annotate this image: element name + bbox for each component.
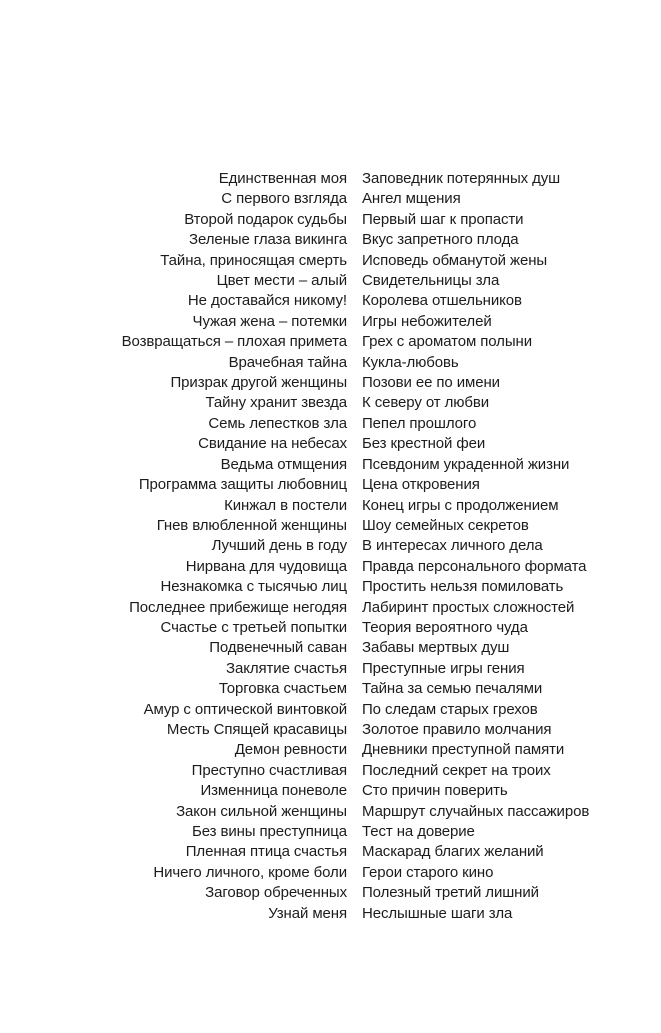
title-row [0, 455, 661, 475]
title-row [0, 638, 661, 658]
title-row [0, 740, 661, 760]
title-row [0, 373, 661, 393]
right-column-title: Сто причин поверить [362, 782, 508, 800]
title-row [0, 475, 661, 495]
left-column-title: Ничего личного, кроме боли [153, 863, 347, 881]
title-row [0, 781, 661, 801]
left-column-title: Заговор обреченных [205, 884, 347, 902]
title-row [0, 353, 661, 373]
title-row [0, 251, 661, 271]
left-column-title: Зеленые глаза викинга [189, 231, 347, 249]
title-row [0, 496, 661, 516]
left-column-title: Ведьма отмщения [220, 455, 347, 473]
right-column-title: Герои старого кино [362, 863, 494, 881]
title-row [0, 332, 661, 352]
left-column-title: Гнев влюбленной женщины [156, 516, 347, 534]
title-row [0, 761, 661, 781]
left-column-title: Узнай меня [268, 904, 347, 922]
right-column-title: Простить нельзя помиловать [362, 578, 564, 596]
title-row [0, 536, 661, 556]
right-column-title: Игры небожителей [362, 312, 492, 330]
right-column-title: Забавы мертвых душ [362, 639, 510, 657]
left-column-title: Амур с оптической винтовкой [143, 700, 347, 718]
right-column-title: Тайна за семью печалями [362, 680, 543, 698]
title-row [0, 434, 661, 454]
right-column-title: Тест на доверие [362, 823, 475, 840]
left-column-title: Нирвана для чудовища [185, 557, 347, 575]
title-row [0, 598, 661, 618]
right-column-title: В интересах личного дела [362, 537, 543, 555]
left-column-title: Призрак другой женщины [170, 374, 347, 392]
right-column-title: Позови ее по имени [362, 374, 500, 392]
left-column-title: Возвращаться – плохая примета [121, 333, 347, 351]
left-column-title: Врачебная тайна [228, 353, 347, 371]
title-row [0, 618, 661, 638]
left-column-title: Цвет мести – алый [216, 272, 347, 290]
right-column-title: Преступные игры гения [362, 659, 525, 677]
right-column-title: Неслышные шаги зла [362, 904, 513, 922]
right-column-title: Первый шаг к пропасти [362, 210, 524, 228]
right-column-title: Ангел мщения [362, 190, 461, 208]
right-column-title: Исповедь обманутой жены [362, 251, 548, 269]
title-row [0, 700, 661, 720]
left-column-title: Кинжал в постели [224, 496, 347, 514]
right-column-title: Лабиринт простых сложностей [362, 598, 575, 616]
left-column-title: Последнее прибежище негодяя [129, 598, 347, 616]
left-column-title: Тайна, приносящая смерть [160, 251, 347, 269]
right-column-title: Заповедник потерянных душ [362, 170, 561, 187]
title-row [0, 291, 661, 311]
right-column-title: Королева отшельников [362, 292, 522, 310]
right-column-title: Маршрут случайных пассажиров [362, 802, 590, 820]
right-column-title: Вкус запретного плода [362, 231, 519, 249]
title-row [0, 393, 661, 413]
left-column-title: Счастье с третьей попытки [160, 618, 347, 636]
right-column-title: Дневники преступной памяти [362, 741, 565, 759]
right-column-title: Шоу семейных секретов [362, 516, 529, 534]
title-row [0, 169, 661, 189]
right-column-title: Без крестной феи [362, 435, 486, 453]
left-column-title: Демон ревности [234, 741, 347, 759]
right-column-title: По следам старых грехов [362, 700, 538, 718]
title-row [0, 659, 661, 679]
left-column-title: Пленная птица счастья [185, 843, 347, 861]
right-column-title: Кукла-любовь [362, 353, 459, 371]
left-column-title: Без вины преступница [191, 823, 347, 840]
right-column-title: Конец игры с продолжением [362, 496, 559, 514]
title-row [0, 414, 661, 434]
right-column-title: Пепел прошлого [362, 414, 477, 432]
left-column-title: Свидание на небесах [198, 435, 347, 453]
left-column-title: Программа защиты любовниц [138, 476, 347, 494]
title-row [0, 189, 661, 209]
title-row [0, 802, 661, 822]
title-row [0, 720, 661, 740]
title-row [0, 516, 661, 536]
right-column-title: Цена откровения [362, 476, 480, 494]
left-column-title: Тайну хранит звезда [205, 394, 347, 412]
title-list [0, 169, 661, 924]
left-column-title: Единственная моя [218, 170, 347, 187]
right-column-title: Золотое правило молчания [362, 720, 552, 738]
title-row [0, 557, 661, 577]
left-column-title: С первого взгляда [221, 190, 347, 208]
right-column-title: Псевдоним украденной жизни [362, 455, 570, 473]
title-row [0, 230, 661, 250]
title-row [0, 842, 661, 862]
title-row [0, 271, 661, 291]
left-column-title: Второй подарок судьбы [184, 210, 347, 228]
left-column-title: Торговка счастьем [218, 680, 347, 698]
left-column-title: Заклятие счастья [226, 659, 347, 677]
left-column-title: Подвенечный саван [209, 639, 347, 657]
left-column-title: Чужая жена – потемки [192, 312, 347, 330]
title-row [0, 822, 661, 842]
right-column-title: Грех с ароматом полыни [362, 333, 532, 351]
title-row [0, 210, 661, 230]
left-column-title: Не доставайся никому! [187, 292, 347, 310]
right-column-title: К северу от любви [362, 394, 490, 412]
left-column-title: Преступно счастливая [191, 761, 347, 779]
title-row [0, 904, 661, 924]
title-row [0, 312, 661, 332]
title-row [0, 883, 661, 903]
left-column-title: Семь лепестков зла [208, 414, 347, 432]
right-column-title: Свидетельницы зла [362, 272, 500, 290]
title-row [0, 679, 661, 699]
right-column-title: Правда персонального формата [362, 557, 587, 575]
right-column-title: Теория вероятного чуда [362, 618, 528, 636]
title-row [0, 577, 661, 597]
right-column-title: Полезный третий лишний [362, 884, 539, 902]
left-column-title: Незнакомка с тысячью лиц [160, 578, 347, 596]
left-column-title: Месть Спящей красавицы [166, 720, 347, 738]
left-column-title: Закон сильной женщины [176, 802, 347, 820]
right-column-title: Последний секрет на троих [362, 761, 551, 779]
left-column-title: Изменница поневоле [200, 782, 347, 800]
left-column-title: Лучший день в году [211, 537, 347, 555]
right-column-title: Маскарад благих желаний [362, 843, 544, 861]
title-row [0, 863, 661, 883]
